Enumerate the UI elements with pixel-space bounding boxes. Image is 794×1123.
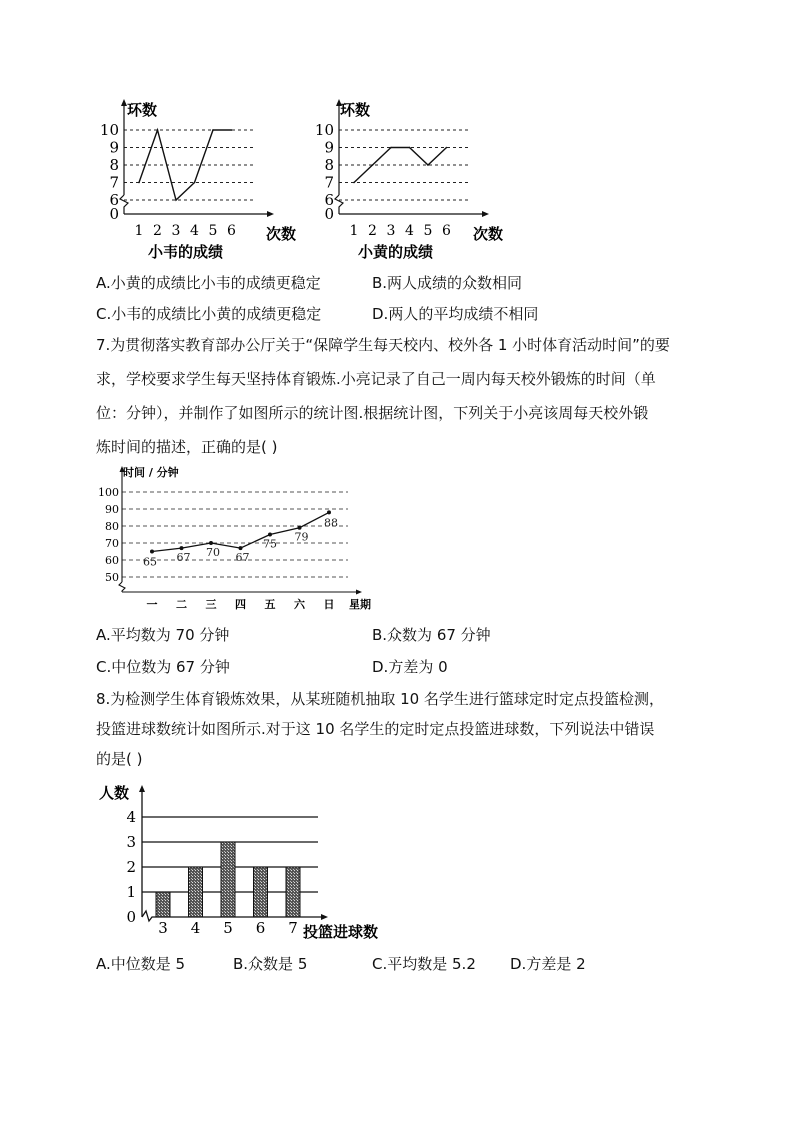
- chart-shots-bars: [156, 842, 300, 917]
- q8-option-d[interactable]: D.方差是 2: [510, 955, 586, 973]
- chart-xiaohuang-xtick-label: 2: [368, 223, 377, 239]
- q8-option-b[interactable]: B.众数是 5: [233, 955, 308, 973]
- chart-xiaowei-xlabel: 次数: [266, 225, 297, 243]
- chart-xiaohuang-ytick-label: 9: [324, 138, 334, 157]
- chart-exercise-time-point: [327, 510, 331, 514]
- chart-shots-xtick-label: 4: [190, 919, 201, 937]
- chart-exercise-time-xlabel: 星期: [349, 598, 371, 611]
- chart-exercise-time-xtick-label: 一: [146, 598, 158, 611]
- chart-exercise-time-x-arrow: [356, 590, 362, 595]
- q8-option-a[interactable]: A.中位数是 5: [96, 955, 186, 973]
- chart-xiaowei-point: [194, 182, 196, 184]
- q8-option-c[interactable]: C.平均数是 5.2: [372, 955, 476, 973]
- chart-exercise-time-data-label: 65: [143, 555, 157, 569]
- chart-exercise-time-point: [268, 533, 272, 537]
- q8-stem-line-3: 的是( ): [96, 750, 143, 768]
- chart-exercise-time-xtick-label: 三: [205, 598, 217, 611]
- chart-exercise-time-ytick-label: 60: [105, 554, 119, 567]
- chart-xiaohuang-point: [409, 147, 411, 149]
- chart-xiaohuang-xtick-label: 3: [386, 223, 396, 239]
- chart-xiaowei-ytick-label: 0: [109, 205, 119, 223]
- chart-exercise-time-data-label: 67: [176, 551, 191, 565]
- chart-xiaohuang-ytick-label: 6: [324, 191, 334, 209]
- chart-xiaowei-ylabel: 环数: [127, 101, 158, 119]
- chart-shots-ytick-label: 4: [126, 808, 136, 826]
- chart-xiaowei-ytick-label: 10: [99, 121, 119, 139]
- q6-option-b[interactable]: B.两人成绩的众数相同: [372, 274, 523, 292]
- q6-option-c[interactable]: C.小韦的成绩比小黄的成绩更稳定: [96, 305, 322, 323]
- chart-xiaowei-point: [157, 129, 159, 131]
- chart-exercise-time: [96, 462, 386, 620]
- chart-shots-ytick-label: 3: [126, 833, 136, 851]
- q7-stem-line-1: 7.为贯彻落实教育部办公厅关于“保障学生每天校内、校外各 1 小时体育活动时间”的要: [96, 336, 670, 354]
- chart-xiaowei-ytick-label: 8: [109, 156, 119, 174]
- chart-exercise-time-ytick-label: 70: [105, 537, 119, 550]
- chart-xiaowei-point: [231, 129, 233, 131]
- chart-xiaowei-xtick-label: 2: [153, 223, 162, 239]
- chart-xiaowei-xtick-label: 6: [227, 223, 236, 239]
- chart-xiaowei-point: [138, 182, 140, 184]
- chart-shots-ytick-label: 1: [126, 883, 136, 901]
- chart-exercise-time-data-label: 75: [263, 537, 277, 551]
- chart-exercise-time-point: [180, 546, 184, 550]
- chart-xiaowei-x-arrow: [267, 211, 274, 217]
- chart-shots-ytick-label: 2: [126, 858, 136, 876]
- chart-exercise-time-xtick-label: 四: [235, 598, 246, 611]
- q7-stem-line-4: 炼时间的描述，正确的是( ): [96, 438, 278, 456]
- chart-xiaohuang-ylabel: 环数: [340, 101, 371, 119]
- chart-xiaohuang-point: [353, 182, 355, 184]
- chart-shots-ylabel: 人数: [99, 784, 130, 802]
- chart-xiaowei-xtick-label: 3: [171, 223, 181, 239]
- chart-shots-x-arrow: [321, 914, 328, 920]
- chart-exercise-time-xtick-label: 六: [294, 598, 305, 611]
- chart-xiaohuang-point: [446, 147, 448, 149]
- chart-xiaohuang-caption: 小黄的成绩: [358, 243, 434, 261]
- chart-exercise-time-axis-break: [119, 582, 125, 592]
- chart-exercise-time-xtick-label: 五: [264, 598, 276, 611]
- chart-shots-xtick-label: 7: [288, 919, 298, 937]
- chart-shots: [96, 780, 396, 940]
- chart-xiaowei: [90, 95, 300, 265]
- q6-option-d[interactable]: D.两人的平均成绩不相同: [372, 305, 539, 323]
- chart-shots-bar: [221, 842, 235, 917]
- chart-shots-bar: [189, 867, 203, 917]
- chart-exercise-time-ytick-label: 90: [105, 503, 119, 516]
- chart-xiaohuang-point: [427, 164, 429, 166]
- chart-shots-xlabel: 投篮进球数: [303, 923, 379, 940]
- chart-exercise-time-data-label: 88: [324, 516, 338, 530]
- chart-exercise-time-ylabel: 时间 / 分钟: [123, 466, 179, 479]
- q7-option-a[interactable]: A.平均数为 70 分钟: [96, 626, 230, 644]
- chart-xiaowei-xtick-label: 1: [134, 223, 144, 239]
- chart-exercise-time-point: [239, 546, 243, 550]
- chart-xiaowei-point: [175, 199, 177, 201]
- chart-xiaohuang-xtick-label: 5: [423, 223, 433, 239]
- chart-shots-bar: [254, 867, 268, 917]
- chart-xiaowei-point: [212, 129, 214, 131]
- chart-shots-ytick-label: 0: [126, 908, 136, 926]
- chart-exercise-time-ytick-label: 80: [105, 520, 119, 533]
- chart-xiaowei-axis-break: [120, 195, 128, 214]
- chart-xiaohuang-ytick-label: 7: [324, 173, 334, 192]
- chart-exercise-time-data-label: 79: [294, 530, 309, 544]
- chart-shots-xtick-label: 3: [158, 919, 168, 937]
- chart-xiaowei-ytick-label: 6: [109, 191, 119, 209]
- chart-xiaohuang: [305, 95, 520, 265]
- chart-xiaohuang-ytick-label: 10: [314, 121, 334, 139]
- q7-stem-line-3: 位：分钟），并制作了如图所示的统计图.根据统计图，下列关于小亮该周每天校外锻: [96, 404, 649, 422]
- chart-xiaohuang-xtick-label: 1: [349, 223, 359, 239]
- chart-exercise-time-point: [150, 550, 154, 554]
- chart-xiaohuang-xlabel: 次数: [473, 225, 504, 243]
- chart-xiaohuang-point: [390, 147, 392, 149]
- chart-shots-xtick-label: 6: [255, 919, 266, 937]
- q7-option-d[interactable]: D.方差为 0: [372, 658, 448, 676]
- chart-exercise-time-point: [298, 526, 302, 530]
- chart-xiaohuang-axis-break: [335, 195, 343, 214]
- chart-xiaohuang-gridlines: [339, 130, 471, 200]
- q7-option-c[interactable]: C.中位数为 67 分钟: [96, 658, 230, 676]
- chart-xiaowei-gridlines: [124, 130, 256, 200]
- chart-exercise-time-axes: [119, 466, 362, 595]
- chart-exercise-time-point: [209, 541, 213, 545]
- chart-xiaohuang-xtick-label: 4: [405, 223, 414, 239]
- chart-xiaowei-caption: 小韦的成绩: [148, 243, 224, 261]
- chart-exercise-time-ytick-label: 50: [105, 571, 119, 584]
- chart-xiaohuang-ytick-label: 0: [324, 205, 334, 223]
- chart-xiaowei-xtick-label: 4: [190, 223, 199, 239]
- chart-shots-y-arrow: [139, 785, 145, 792]
- chart-exercise-time-data-label: 67: [235, 551, 250, 565]
- chart-xiaowei-xtick-label: 5: [208, 223, 218, 239]
- chart-xiaowei-ytick-label: 9: [109, 138, 119, 157]
- chart-exercise-time-ytick-label: 100: [98, 486, 119, 499]
- chart-exercise-time-xtick-label: 日: [323, 598, 335, 611]
- chart-shots-xtick-label: 5: [223, 919, 233, 937]
- q6-option-a[interactable]: A.小黄的成绩比小韦的成绩更稳定: [96, 274, 321, 292]
- chart-xiaohuang-point: [372, 164, 374, 166]
- q8-stem-line-2: 投篮进球数统计如图所示.对于这 10 名学生的定时定点投篮进球数，下列说法中错误: [96, 720, 655, 738]
- chart-xiaowei-ytick-label: 7: [109, 173, 119, 192]
- chart-xiaohuang-x-arrow: [482, 211, 489, 217]
- chart-xiaohuang-xtick-label: 6: [442, 223, 451, 239]
- chart-xiaohuang-ytick-label: 8: [324, 156, 334, 174]
- chart-exercise-time-xtick-label: 二: [176, 598, 187, 611]
- chart-exercise-time-data-label: 70: [206, 546, 220, 559]
- q7-stem-line-2: 求，学校要求学生每天坚持体育锻炼.小亮记录了自己一周内每天校外锻炼的时间（单: [96, 370, 656, 388]
- chart-shots-bar: [286, 867, 300, 917]
- q7-option-b[interactable]: B.众数为 67 分钟: [372, 626, 491, 644]
- q8-stem-line-1: 8.为检测学生体育锻炼效果，从某班随机抽取 10 名学生进行篮球定时定点投篮检测，: [96, 690, 664, 708]
- chart-shots-bar: [156, 892, 170, 917]
